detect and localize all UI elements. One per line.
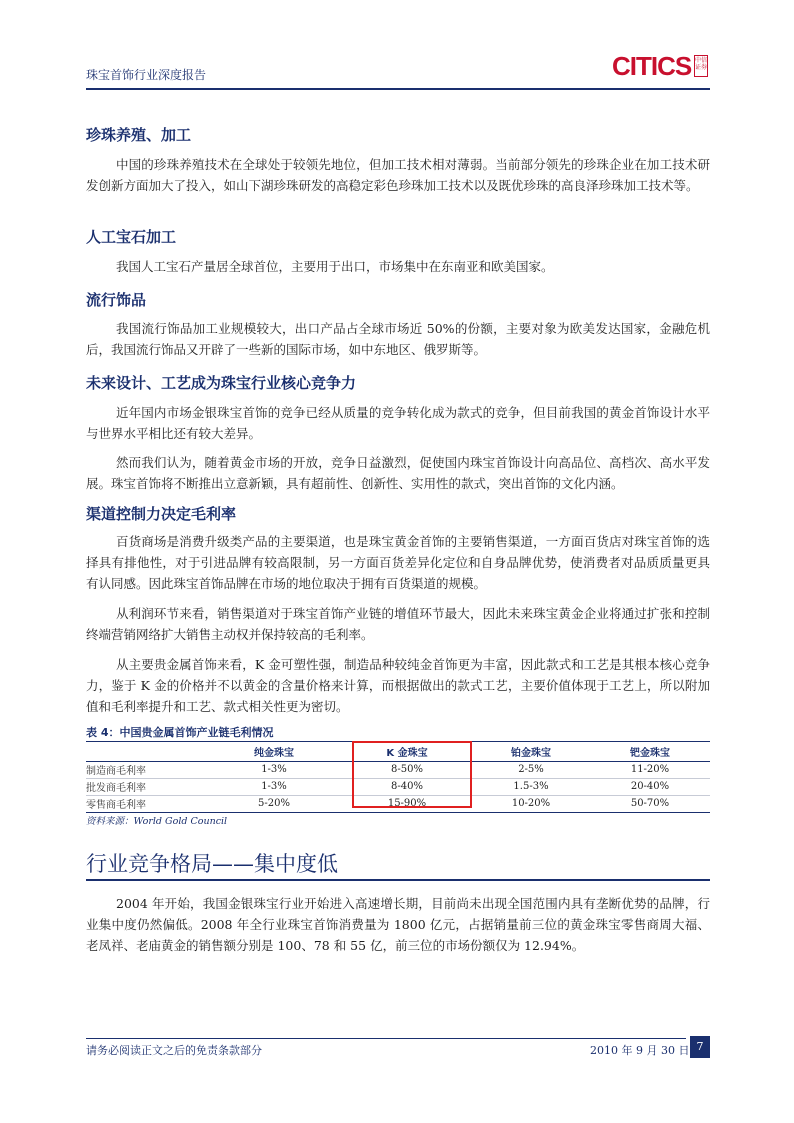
- table-cell: 5-20%: [206, 795, 342, 812]
- section-heading-pearl: 珍珠养殖、加工: [86, 126, 192, 144]
- table-row-label: 批发商毛利率: [86, 778, 206, 795]
- chapter-heading: 行业竞争格局——集中度低: [86, 852, 338, 876]
- table-title: 表 4：中国贵金属首饰产业链毛利情况: [86, 726, 274, 739]
- table-cell: 1-3%: [206, 778, 342, 795]
- table-cell: 8-40%: [342, 778, 472, 795]
- header-divider: [86, 88, 710, 90]
- table-row-label: 零售商毛利率: [86, 795, 206, 812]
- paragraph: 百货商场是消费升级类产品的主要渠道，也是珠宝黄金首饰的主要销售渠道，一方面百货店对珠宝首饰的选择具有排他性，对于引进品牌有较高限制，另一方面百货差异化定位和自身品牌优势，使消费者对品质质量更具有认同感。因此珠宝首饰品牌在市场的地位取决于拥有百货渠道的规模。: [86, 534, 710, 591]
- section-heading-design: 未来设计、工艺成为珠宝行业核心竞争力: [86, 374, 357, 392]
- logo-seal: 中信证券: [694, 55, 708, 77]
- table-header-cell: K 金珠宝: [342, 742, 472, 761]
- page-number: 7: [690, 1036, 710, 1058]
- table-source: 资料来源：World Gold Council: [86, 816, 228, 827]
- paragraph: 中国的珍珠养殖技术在全球处于较领先地位，但加工技术相对薄弱。当前部分领先的珍珠企业在加工技术研发创新方面加大了投入，如山下湖珍珠研发的高稳定彩色珍珠加工技术以及既优珍珠的高良泽珍珠加工技术等。: [86, 157, 710, 193]
- table-cell: 20-40%: [590, 778, 710, 795]
- report-title: 珠宝首饰行业深度报告: [86, 68, 207, 82]
- table-cell: 2-5%: [472, 761, 590, 778]
- footer-date: 2010 年 9 月 30 日: [590, 1044, 690, 1057]
- paragraph: 我国人工宝石产量居全球首位，主要用于出口，市场集中在东南亚和欧美国家。: [116, 259, 554, 274]
- section-heading-gemstone: 人工宝石加工: [86, 228, 177, 246]
- paragraph: 从主要贵金属首饰来看，K 金可塑性强，制造品种较纯金首饰更为丰富，因此款式和工艺是其根本核心竞争力，鉴于 K 金的价格并不以黄金的含量价格来计算，而根据做出的款式工艺，主要价值体现于工艺上，所以附加值和毛利率提升和工艺、款式相关性更为密切。: [86, 657, 710, 714]
- section-heading-fashion: 流行饰品: [86, 291, 147, 309]
- paragraph: 近年国内市场金银珠宝首饰的竞争已经从质量的竞争转化成为款式的竞争，但目前我国的黄金首饰设计水平与世界水平相比还有较大差异。: [86, 405, 710, 441]
- table-cell: 11-20%: [590, 761, 710, 778]
- table-cell: 8-50%: [342, 761, 472, 778]
- citics-logo: [612, 52, 708, 80]
- footer-divider: [86, 1038, 686, 1039]
- table-header-cell: 铂金珠宝: [472, 742, 590, 761]
- table-header-cell: 纯金珠宝: [206, 742, 342, 761]
- table-cell: 1.5-3%: [472, 778, 590, 795]
- paragraph: 2004 年开始，我国金银珠宝行业开始进入高速增长期，目前尚未出现全国范围内具有垄断优势的品牌，行业集中度仍然偏低。2008 年全行业珠宝首饰消费量为 1800 亿元，占据销量前三位的黄金珠宝零售商周大福、老凤祥、老庙黄金的销售额分别是 100、78 和 55 亿，前三位的市场份额仅为 12.94%。: [86, 896, 710, 953]
- table-cell: 1-3%: [206, 761, 342, 778]
- table-cell: 50-70%: [590, 795, 710, 812]
- paragraph: 然而我们认为，随着黄金市场的开放，竞争日益激烈，促使国内珠宝首饰设计向高品位、高档次、高水平发展。珠宝首饰将不断推出立意新颖，具有超前性、创新性、实用性的款式，突出首饰的文化内涵。: [86, 455, 710, 491]
- paragraph: 我国流行饰品加工业规模较大，出口产品占全球市场近 50%的份额，主要对象为欧美发达国家，金融危机后，我国流行饰品又开辟了一些新的国际市场，如中东地区、俄罗斯等。: [86, 321, 710, 357]
- table-row-label: 制造商毛利率: [86, 761, 206, 778]
- k-gold-highlight-box: [352, 741, 472, 808]
- table-header-cell: 钯金珠宝: [590, 742, 710, 761]
- table-cell: 15-90%: [342, 795, 472, 812]
- chapter-divider: [86, 879, 710, 881]
- section-heading-channel: 渠道控制力决定毛利率: [86, 505, 237, 523]
- paragraph: 从利润环节来看，销售渠道对于珠宝首饰产业链的增值环节最大，因此未来珠宝黄金企业将通过扩张和控制终端营销网络扩大销售主动权并保持较高的毛利率。: [86, 606, 710, 642]
- footer-disclaimer: 请务必阅读正文之后的免责条款部分: [86, 1044, 262, 1057]
- table-cell: 10-20%: [472, 795, 590, 812]
- table-header-cell: [86, 742, 206, 761]
- logo-text: CITICS: [612, 51, 692, 81]
